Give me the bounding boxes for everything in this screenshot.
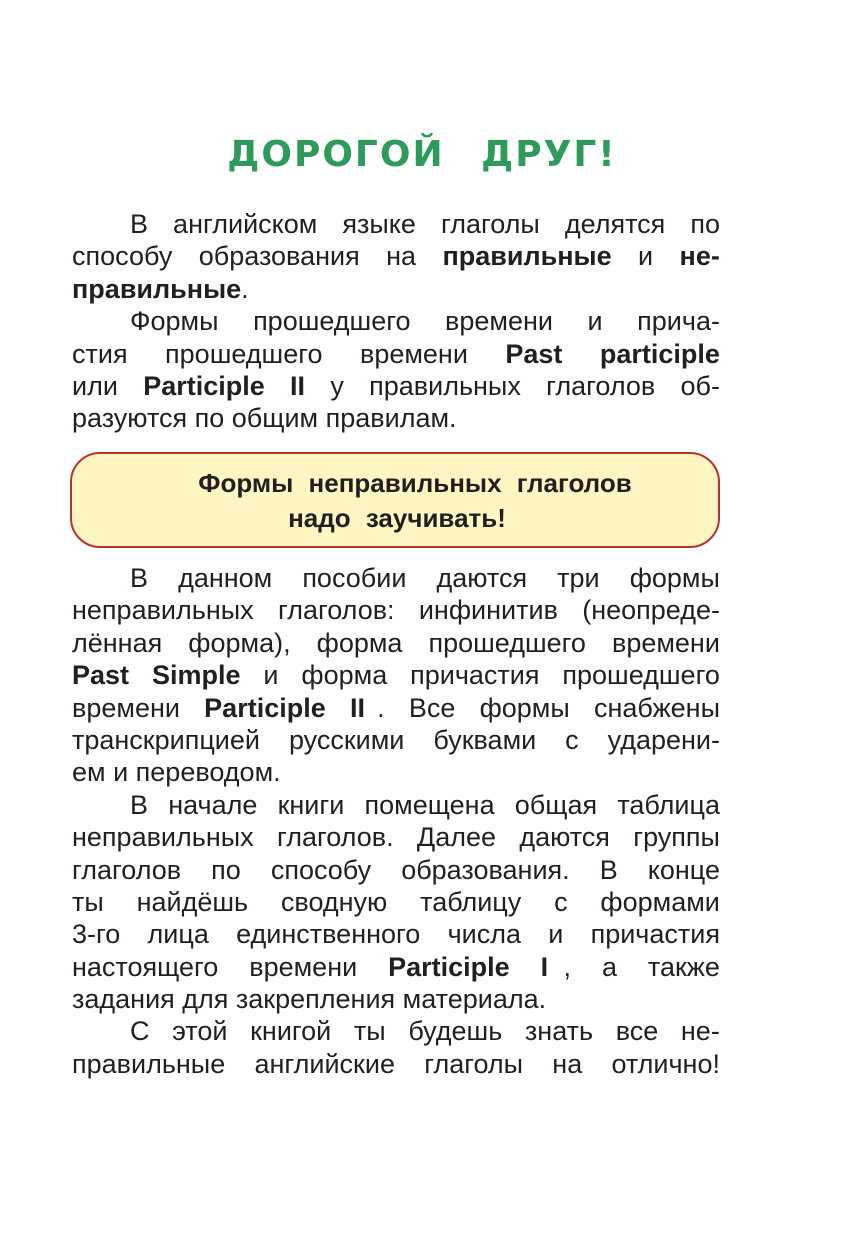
- word: снабжены: [594, 692, 720, 723]
- word: способу: [270, 854, 372, 885]
- word: языке: [342, 209, 416, 239]
- bold-term: II: [349, 692, 365, 723]
- word: прича-: [637, 306, 720, 337]
- text-line: [72, 756, 720, 788]
- intro-paragraphs: [72, 208, 720, 435]
- text-line: [72, 983, 720, 1015]
- word: глаголы: [440, 209, 540, 239]
- bold-term: правильные: [72, 273, 242, 304]
- word: и: [638, 241, 654, 272]
- text-segment: ем и переводом.: [72, 757, 281, 788]
- word: даются: [519, 822, 610, 853]
- bold-term: Participle: [204, 692, 326, 723]
- text-line: [72, 918, 720, 950]
- bold-term: Past: [505, 338, 563, 369]
- word: и: [548, 919, 564, 950]
- word: способу: [72, 241, 173, 272]
- bold-term: I: [540, 951, 549, 982]
- word: найдёшь: [136, 886, 249, 917]
- word: помещена: [364, 789, 495, 820]
- text-line: [72, 659, 720, 691]
- word: образования: [198, 241, 360, 272]
- text-line: [72, 821, 720, 853]
- text-line: [72, 951, 720, 983]
- word: форма: [301, 660, 388, 691]
- word: не-: [680, 1016, 720, 1047]
- word: также: [647, 951, 720, 982]
- note-box: [70, 452, 720, 548]
- word: начале: [168, 789, 258, 820]
- word: глаголов:: [277, 595, 395, 626]
- word: времени: [72, 692, 180, 723]
- word: времени: [611, 627, 720, 658]
- text-line: [72, 854, 720, 886]
- word: Формы: [130, 306, 219, 337]
- word: единственного: [236, 919, 421, 950]
- word: глаголов: [72, 854, 182, 885]
- word: по: [690, 209, 720, 239]
- word: ,: [563, 951, 572, 982]
- body-paragraphs: [72, 562, 720, 1080]
- bold-term: Past: [72, 660, 130, 691]
- word: .: [377, 692, 385, 723]
- word: транскрипцией: [72, 724, 260, 755]
- word: английском: [173, 209, 318, 239]
- note-line-1: Формы неправильных глаголов: [198, 468, 632, 498]
- word: русскими: [288, 724, 405, 755]
- word: пособии: [302, 563, 407, 593]
- word: неправильных: [72, 595, 254, 626]
- word: глаголов.: [276, 822, 394, 853]
- text-line: [72, 627, 720, 659]
- text-line: [72, 273, 720, 305]
- text-line: [72, 240, 720, 272]
- word: С: [130, 1016, 150, 1047]
- word: даются: [436, 563, 528, 593]
- bold-term: Participle: [388, 951, 510, 982]
- word: прошедшего: [428, 627, 586, 658]
- text-line: [72, 562, 720, 594]
- word: глаголов: [546, 370, 656, 401]
- word: книги: [277, 789, 345, 820]
- word: неправильных: [72, 822, 254, 853]
- bold-term: participle: [599, 338, 720, 369]
- word: настоящего: [72, 951, 219, 982]
- word: с: [554, 886, 568, 917]
- word: и: [263, 660, 279, 691]
- word: форма),: [188, 627, 291, 658]
- word: и: [587, 306, 603, 337]
- word: числа: [447, 919, 521, 950]
- word: ты: [72, 886, 104, 917]
- text-line: [72, 724, 720, 756]
- word: три: [557, 563, 600, 593]
- word: об-: [680, 370, 721, 401]
- word: на: [552, 1048, 583, 1079]
- word: а: [601, 951, 617, 982]
- word: ты: [353, 1016, 386, 1047]
- word: лённая: [72, 627, 163, 658]
- word: причастия: [410, 660, 540, 691]
- word: формы: [479, 692, 570, 723]
- text-segment: разуются по общим правилам.: [72, 403, 457, 434]
- word: данном: [178, 563, 273, 593]
- text-line: [72, 305, 720, 337]
- word: общая: [514, 789, 598, 820]
- word: ударени-: [607, 724, 720, 755]
- word: времени: [445, 306, 553, 337]
- text-line: [72, 886, 720, 918]
- word: с: [565, 724, 579, 755]
- word: форма: [316, 627, 403, 658]
- word: будешь: [408, 1016, 503, 1047]
- word: (неопреде-: [582, 595, 720, 626]
- text-line: [72, 594, 720, 626]
- word: образования.: [401, 854, 570, 885]
- word: причастия: [590, 919, 720, 950]
- word: правильных: [369, 370, 521, 401]
- word: прошедшего: [562, 660, 720, 691]
- bold-term: не-: [679, 241, 720, 272]
- word: буквами: [433, 724, 537, 755]
- word: на: [386, 241, 417, 272]
- bold-term: II: [290, 370, 306, 401]
- word: глаголы: [424, 1048, 524, 1079]
- word: делятся: [564, 209, 666, 239]
- word: английские: [254, 1048, 395, 1079]
- word: таблица: [617, 789, 720, 820]
- word: В: [130, 563, 149, 593]
- word: формами: [600, 886, 720, 917]
- text-line: [72, 1048, 720, 1080]
- word: у: [330, 370, 344, 401]
- word: времени: [359, 338, 468, 369]
- word: времени: [249, 951, 358, 982]
- word: таблицу: [420, 886, 522, 917]
- word: формы: [629, 563, 720, 593]
- word: все: [615, 1016, 659, 1047]
- word: сводную: [280, 886, 388, 917]
- text-line: [72, 338, 720, 370]
- word: или: [72, 370, 118, 401]
- word: В: [599, 854, 618, 885]
- word: книгой: [250, 1016, 332, 1047]
- word: лица: [147, 919, 209, 950]
- word: прошедшего: [165, 338, 323, 369]
- word: стия: [72, 338, 128, 369]
- word: Все: [408, 692, 456, 723]
- text-line: [72, 692, 720, 724]
- bold-term: Simple: [151, 660, 241, 691]
- word: знать: [524, 1016, 594, 1047]
- word: Далее: [416, 822, 496, 853]
- word: этой: [172, 1016, 228, 1047]
- text-line: [72, 402, 720, 434]
- text-line: [72, 789, 720, 821]
- word: 3-го: [72, 919, 121, 950]
- word: В: [130, 789, 149, 820]
- bold-term: Participle: [143, 370, 265, 401]
- page-title: ДОРОГОЙ ДРУГ!: [227, 134, 617, 175]
- word: группы: [633, 822, 720, 853]
- text-segment: .: [241, 273, 249, 304]
- word: В: [130, 209, 149, 239]
- note-line-2: надо заучивать!: [288, 503, 506, 533]
- bold-term: правильные: [442, 241, 612, 272]
- text-line: [72, 370, 720, 402]
- word: инфинитив: [418, 595, 558, 626]
- word: отлично!: [611, 1048, 720, 1079]
- text-line: [72, 1015, 720, 1047]
- word: конце: [647, 854, 720, 885]
- word: прошедшего: [253, 306, 411, 337]
- text-line: [72, 208, 720, 240]
- word: по: [211, 854, 241, 885]
- word: правильные: [72, 1048, 226, 1079]
- text-segment: задания для закрепления материала.: [72, 984, 547, 1015]
